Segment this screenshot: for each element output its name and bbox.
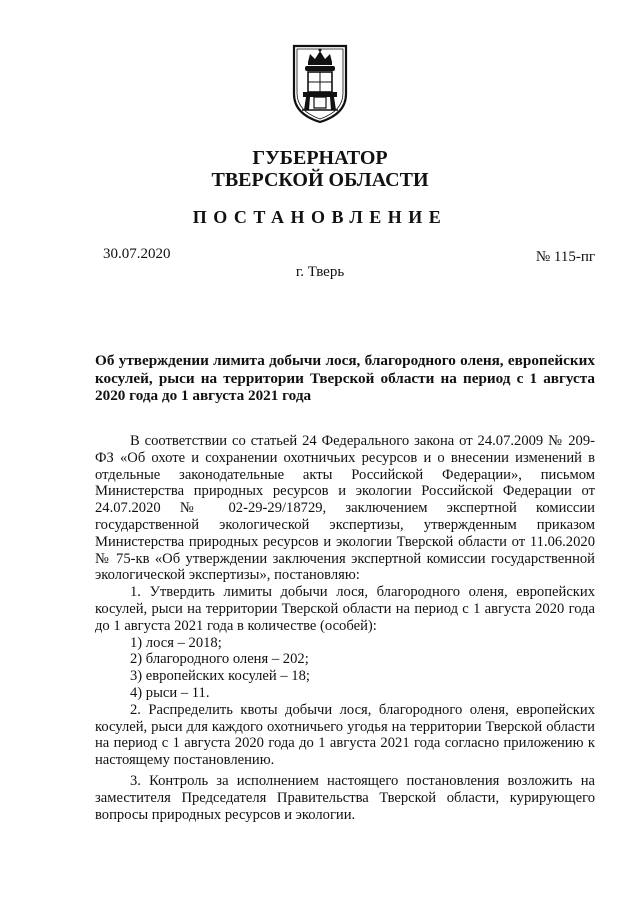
document-date: 30.07.2020: [103, 246, 171, 262]
item-2-paragraph: 2. Распределить квоты добычи лося, благородного оленя, европейских косулей, рыси для каждого охотничьего угодья на территории Тверской области на период с 1 августа 2020 года до 1 августа 2021 года согласно приложению к настоящему постановлению.: [95, 701, 595, 769]
list-item: 2) благородного оленя – 202;: [130, 651, 309, 668]
preamble-paragraph: В соответствии со статьей 24 Федерального закона от 24.07.2009 № 209-ФЗ «Об охоте и сохранении охотничьих ресурсов и о внесении изменений в отдельные законодательные акты Российской Федерации», письмом Министерства природных ресурсов и экологии Российской Федерации от 24.07.2020 № 02-29-29/18729, заключением экспертной комиссии государственной экологической экспертизы, утвержденным приказом Министерства природных ресурсов и экологии Тверской области от 11.06.2020 № 75-кв «Об утверждении заключения экспертной комиссии государственной экологической экспертизы», постановляю:: [95, 433, 595, 584]
document-title: Об утверждении лимита добычи лося, благородного оленя, европейских косулей, рыси на территории Тверской области на период с 1 августа 2020 года до 1 августа 2021 года: [95, 352, 595, 404]
list-item: 3) европейских косулей – 18;: [130, 668, 310, 685]
coat-of-arms-emblem: [290, 42, 350, 124]
item-3-paragraph: 3. Контроль за исполнением настоящего постановления возложить на заместителя Председателя Правительства Тверской области, курирующего вопросы природных ресурсов и экологии.: [95, 772, 595, 823]
document-type: ПОСТАНОВЛЕНИЕ: [192, 207, 448, 227]
item-1-paragraph: 1. Утвердить лимиты добычи лося, благородного оленя, европейских косулей, рыси на территории Тверской области на период с 1 августа 2020 года до 1 августа 2021 года в количестве (особей):: [95, 584, 595, 634]
document-body: [95, 433, 595, 823]
organization-title-line2: ТВЕРСКОЙ ОБЛАСТИ: [211, 169, 429, 191]
document-city: г. Тверь: [295, 264, 345, 280]
organization-title-line1: ГУБЕРНАТОР: [252, 147, 388, 169]
list-item: 4) рыси – 11.: [130, 684, 210, 701]
document-number: № 115-пг: [535, 249, 595, 265]
list-item: 1) лося – 2018;: [130, 634, 222, 651]
